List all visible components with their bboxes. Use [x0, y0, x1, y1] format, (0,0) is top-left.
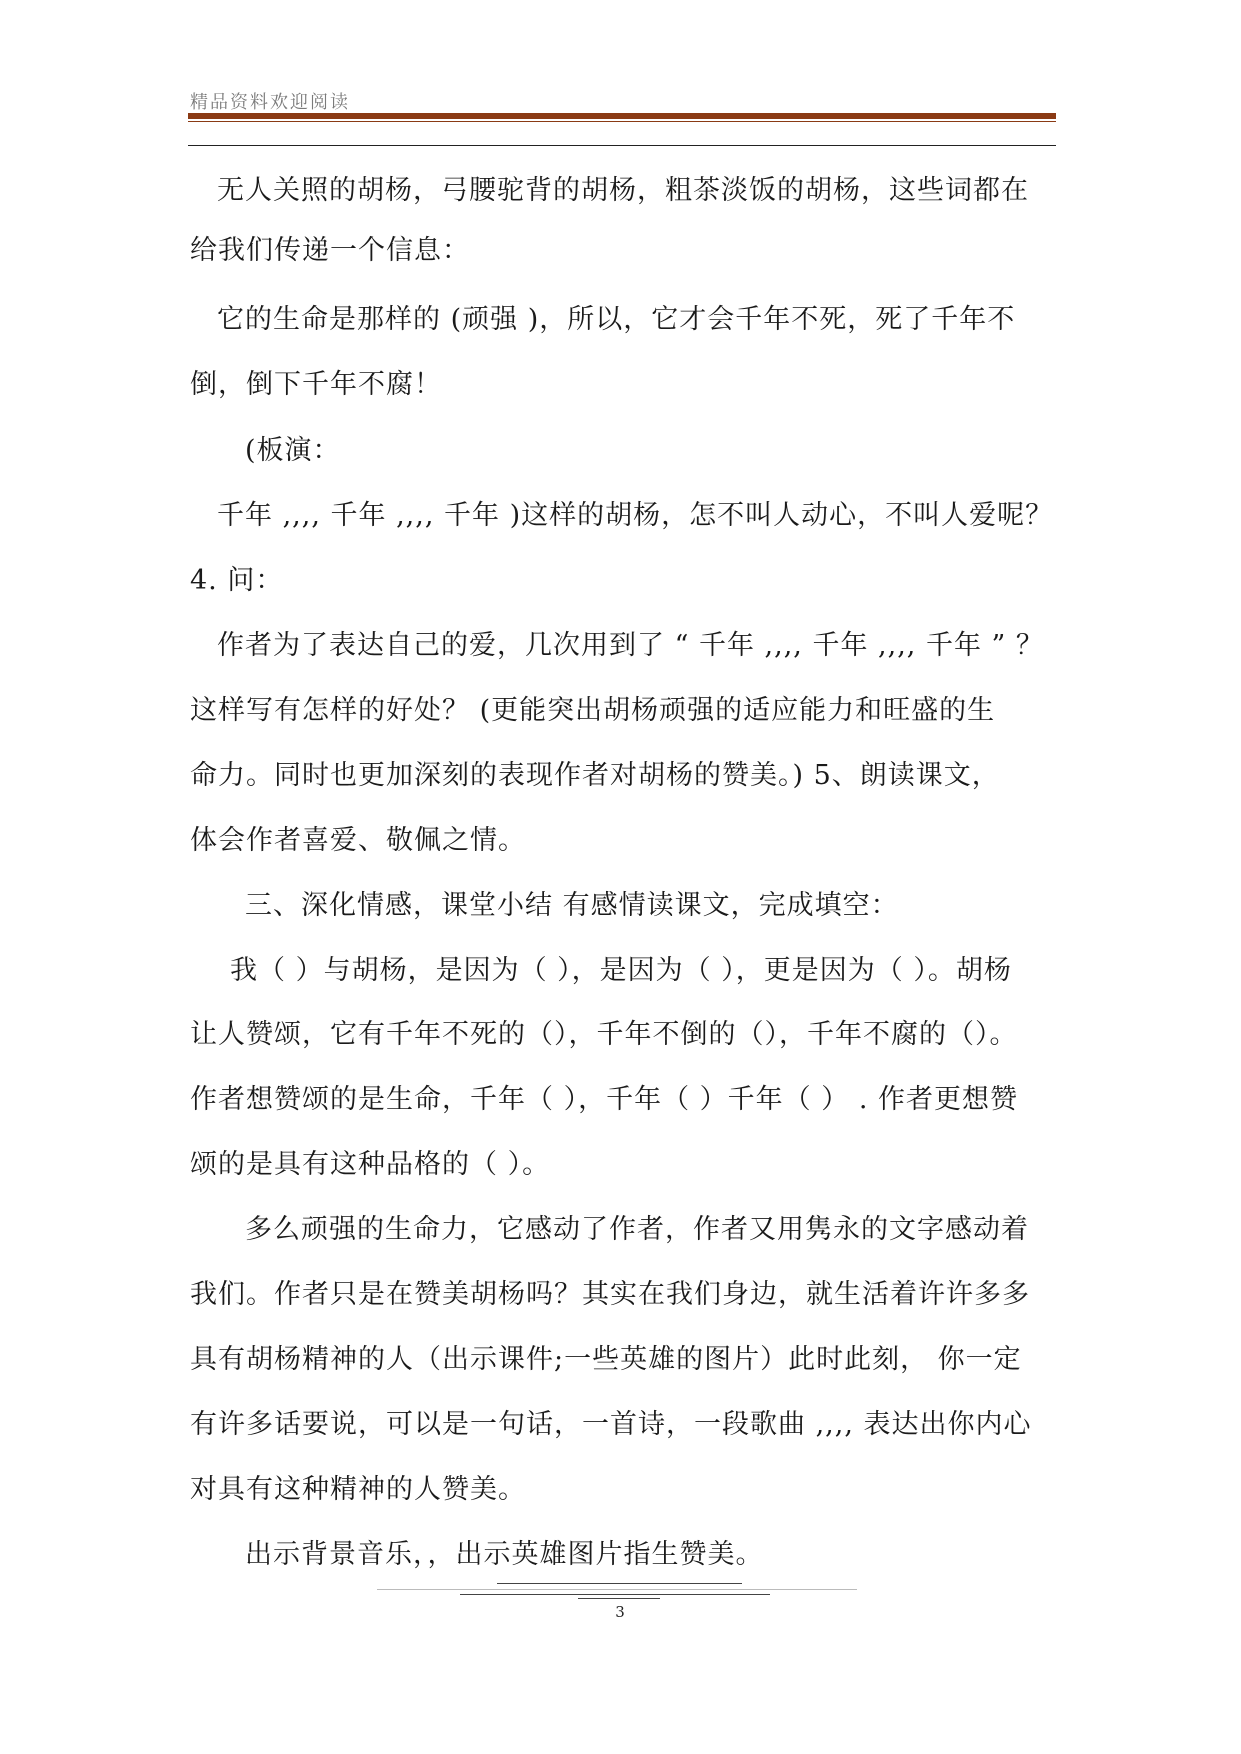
text-line: 三、深化情感，课堂小结 有感情读课文，完成填空： [245, 890, 899, 921]
text-line: 命力。同时也更加深刻的表现作者对胡杨的赞美。) 5、朗读课文， [190, 760, 1000, 791]
text-line: 让人赞颂，它有千年不死的（），千年不倒的（），千年不腐的（）。 [190, 1019, 1018, 1050]
text-line: 我们。作者只是在赞美胡杨吗？其实在我们身边，就生活着许许多多 [190, 1279, 1030, 1310]
text-line: (板演： [245, 435, 341, 466]
text-line: 具有胡杨精神的人（出示课件;一些英雄的图片）此时此刻， 你一定 [190, 1344, 1022, 1375]
text-line: 千年 ,,,, 千年 ,,,, 千年 )这样的胡杨，怎不叫人动心，不叫人爱呢？ [217, 500, 1054, 531]
text-line: 作者为了表达自己的爱，几次用到了 “ 千年 ,,,, 千年 ,,,, 千年 ” ？ [217, 630, 1044, 661]
text-line: 给我们传递一个信息： [190, 235, 470, 266]
footer-rule-short [578, 1598, 660, 1599]
text-line: 多么顽强的生命力，它感动了作者，作者又用隽永的文字感动着 [245, 1214, 1029, 1245]
header-rule-thin [188, 121, 1056, 122]
text-line: 无人关照的胡杨，弓腰驼背的胡杨，粗茶淡饭的胡杨，这些词都在 [217, 175, 1029, 206]
text-line: 我（ ）与胡杨，是因为（ ），是因为（ ），更是因为（ ）。胡杨 [230, 955, 1012, 986]
text-line: 作者想赞颂的是生命，千年（ ），千年（ ）千年（ ） . 作者更想赞 [190, 1084, 1018, 1115]
text-line: 颂的是具有这种品格的（ ）。 [190, 1149, 551, 1180]
footer-rule-top [497, 1583, 742, 1584]
text-line: 体会作者喜爱、敬佩之情。 [190, 825, 526, 856]
page-number: 3 [615, 1603, 625, 1621]
header-rule-thick [188, 113, 1056, 119]
text-line: 这样写有怎样的好处？ (更能突出胡杨顽强的适应能力和旺盛的生 [190, 695, 996, 726]
text-line: 4. 问： [190, 565, 284, 596]
text-line: 倒，倒下千年不腐！ [190, 369, 442, 400]
text-line: 有许多话要说，可以是一句话，一首诗，一段歌曲 ,,,, 表达出你内心 [190, 1409, 1032, 1440]
text-line: 它的生命是那样的 (顽强 )，所以，它才会千年不死，死了千年不 [217, 304, 1016, 335]
footer-rule-mid [460, 1594, 770, 1595]
header-rule-under [188, 145, 1056, 146]
header-title: 精品资料欢迎阅读 [190, 92, 350, 113]
text-line: 出示背景音乐，，出示英雄图片指生赞美。 [245, 1539, 764, 1570]
text-line: 对具有这种精神的人赞美。 [190, 1474, 526, 1505]
footer-rule-wide [377, 1589, 857, 1590]
